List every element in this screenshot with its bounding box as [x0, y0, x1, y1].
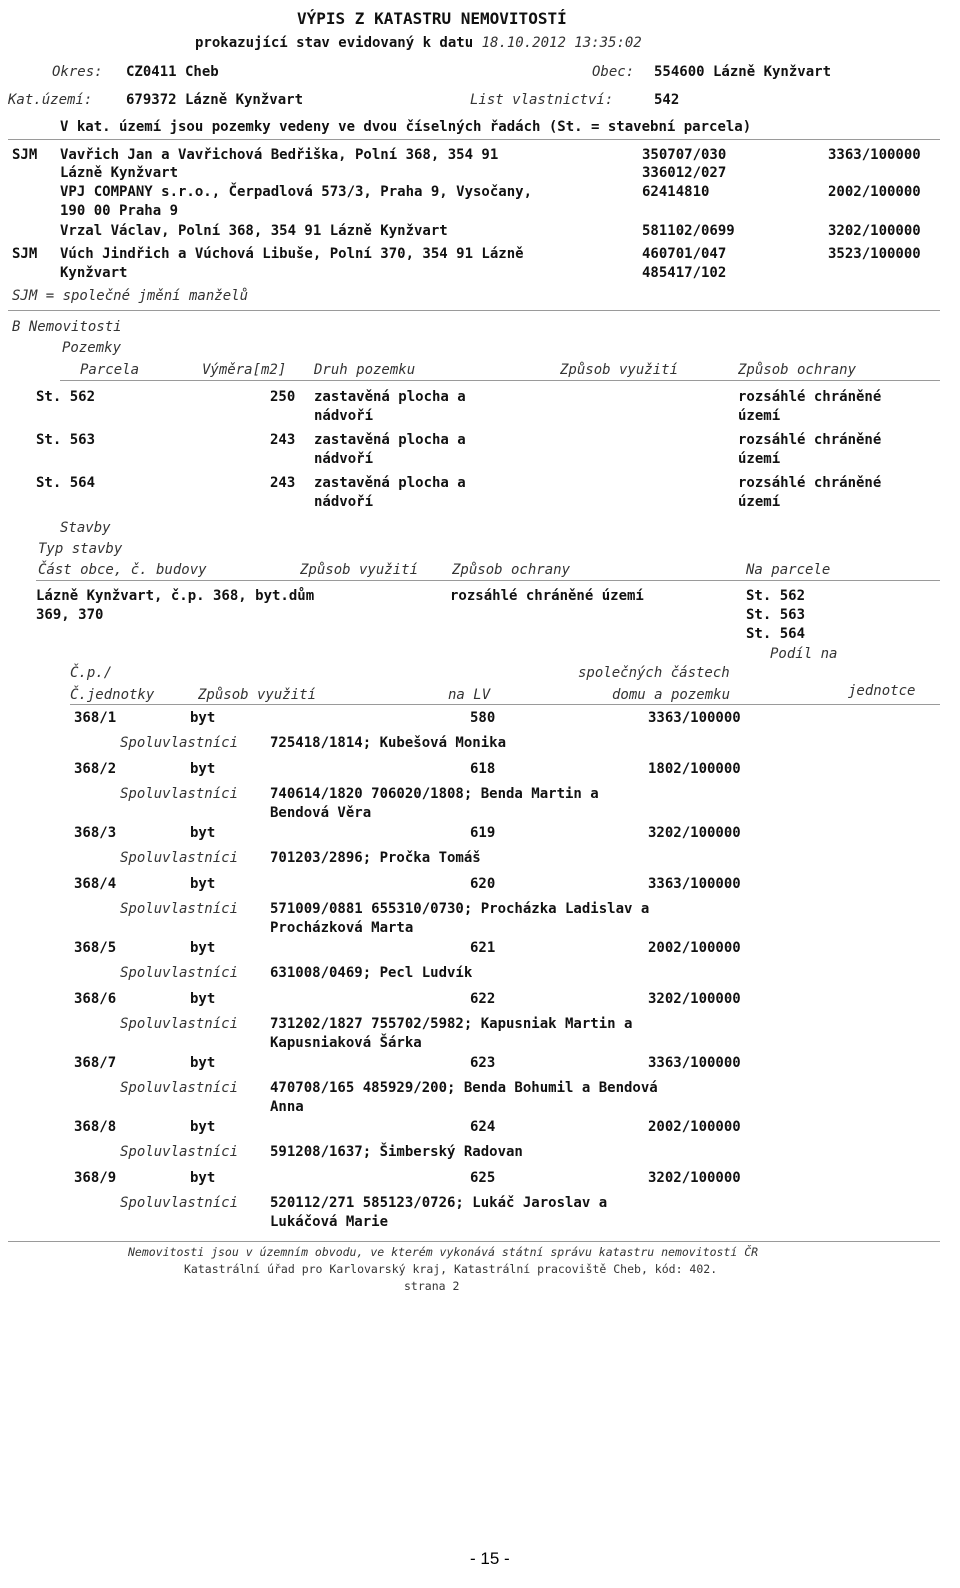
unit-type: byt [190, 761, 216, 777]
owner-share: 2002/100000 [828, 184, 921, 200]
parcel-type: nádvoří [314, 494, 374, 510]
unit-type: byt [190, 876, 216, 892]
unit-lv: 622 [470, 991, 496, 1007]
col-spolecnych: společných částech [578, 665, 730, 681]
okres-label: Okres: [52, 64, 103, 80]
section-divider [8, 310, 940, 311]
col-na-parcele: Na parcele [746, 562, 831, 578]
unit-share: 2002/100000 [648, 940, 741, 956]
parcel-protection: rozsáhlé chráněné [738, 475, 882, 491]
spoluvlastnici-label: Spoluvlastníci [120, 850, 239, 866]
unit-share: 3363/100000 [648, 876, 741, 892]
unit-owner: 740614/1820 706020/1808; Benda Martin a [270, 786, 599, 802]
building-name: Lázně Kynžvart, č.p. 368, byt.dům [36, 588, 315, 604]
spoluvlastnici-label: Spoluvlastníci [120, 735, 239, 751]
owner-id: 350707/030 [642, 147, 727, 163]
unit-owner: 731202/1827 755702/5982; Kapusniak Martin a [270, 1016, 633, 1032]
col-cast-obce: Část obce, č. budovy [38, 562, 207, 578]
owner-prefix: SJM [12, 147, 38, 163]
unit-owner: 725418/1814; Kubešová Monika [270, 735, 507, 751]
col-na-lv: na LV [448, 687, 491, 703]
subtitle-date: 18.10.2012 13:35:02 [481, 35, 642, 51]
unit-number: 368/8 [74, 1119, 117, 1135]
unit-owner: 520112/271 585123/0726; Lukáč Jaroslav a [270, 1195, 608, 1211]
unit-lv: 621 [470, 940, 496, 956]
footer-office: Katastrální úřad pro Karlovarský kraj, Katastrální pracoviště Cheb, kód: 402. [184, 1262, 718, 1276]
typ-stavby: Typ stavby [38, 541, 123, 557]
parcel-protection: území [738, 494, 781, 510]
unit-number: 368/7 [74, 1055, 117, 1071]
unit-share: 1802/100000 [648, 761, 741, 777]
parcel-area: 250 [270, 389, 296, 405]
unit-number: 368/1 [74, 710, 117, 726]
unit-share: 3202/100000 [648, 1170, 741, 1186]
col-unit-vyuziti: Způsob využití [198, 687, 317, 703]
page-number: - 15 - [470, 1549, 510, 1568]
building-parcel: St. 563 [746, 607, 806, 623]
owner-line: 190 00 Praha 9 [60, 203, 179, 219]
parcel-type: zastavěná plocha a [314, 432, 466, 448]
okres-value: CZ0411 Cheb [126, 64, 219, 80]
unit-type: byt [190, 710, 216, 726]
spoluvlastnici-label: Spoluvlastníci [120, 786, 239, 802]
parcel-protection: území [738, 451, 781, 467]
kat-uzemi-note: V kat. území jsou pozemky vedeny ve dvou číselných řadách (St. = stavební parcela) [60, 119, 752, 135]
subtitle [195, 34, 642, 52]
unit-owner: Procházková Marta [270, 920, 414, 936]
owner-line: Lázně Kynžvart [60, 165, 179, 181]
owner-id: 460701/047 [642, 246, 727, 262]
stavby-title: Stavby [60, 520, 111, 536]
owner-prefix: SJM [12, 246, 38, 262]
unit-lv: 580 [470, 710, 496, 726]
unit-owner: Bendová Věra [270, 805, 372, 821]
unit-owner: 701203/2896; Pročka Tomáš [270, 850, 481, 866]
col-domu: domu a pozemku [612, 687, 731, 703]
unit-owner: 571009/0881 655310/0730; Procházka Ladislav a [270, 901, 650, 917]
unit-lv: 625 [470, 1170, 496, 1186]
owner-line: Kynžvart [60, 265, 128, 281]
col-parcela: Parcela [80, 362, 140, 378]
pozemky-title: Pozemky [62, 340, 122, 356]
unit-owner: 591208/1637; Šimberský Radovan [270, 1144, 523, 1160]
unit-owner: Anna [270, 1099, 304, 1115]
spoluvlastnici-label: Spoluvlastníci [120, 1016, 239, 1032]
owner-share: 3202/100000 [828, 223, 921, 239]
col-ochrana: Způsob ochrany [738, 362, 857, 378]
unit-type: byt [190, 940, 216, 956]
unit-number: 368/2 [74, 761, 117, 777]
building-parcel: St. 564 [746, 626, 806, 642]
katuzemi-value: 679372 Lázně Kynžvart [126, 92, 304, 108]
unit-share: 3363/100000 [648, 1055, 741, 1071]
pozemky-header-line [60, 380, 940, 381]
parcel-area: 243 [270, 475, 296, 491]
parcel-number: St. 564 [36, 475, 96, 491]
katuzemi-label: Kat.území: [8, 92, 93, 108]
unit-type: byt [190, 1119, 216, 1135]
unit-lv: 624 [470, 1119, 496, 1135]
building-name: 369, 370 [36, 607, 104, 623]
obec-value: 554600 Lázně Kynžvart [654, 64, 832, 80]
unit-lv: 619 [470, 825, 496, 841]
parcel-number: St. 563 [36, 432, 96, 448]
section-b-title: B Nemovitosti [12, 319, 122, 335]
unit-number: 368/6 [74, 991, 117, 1007]
owner-share: 3523/100000 [828, 246, 921, 262]
unit-type: byt [190, 825, 216, 841]
unit-owner: Lukáčová Marie [270, 1214, 389, 1230]
spoluvlastnici-label: Spoluvlastníci [120, 901, 239, 917]
col-podil-na: Podíl na [770, 646, 838, 662]
spoluvlastnici-label: Spoluvlastníci [120, 1195, 239, 1211]
lv-value: 542 [654, 92, 680, 108]
sjm-note: SJM = společné jmění manželů [12, 288, 249, 304]
header-divider [8, 139, 940, 140]
parcel-type: nádvoří [314, 451, 374, 467]
building-parcel: St. 562 [746, 588, 806, 604]
unit-number: 368/4 [74, 876, 117, 892]
spoluvlastnici-label: Spoluvlastníci [120, 1144, 239, 1160]
obec-label: Obec: [592, 64, 635, 80]
unit-lv: 620 [470, 876, 496, 892]
units-header-line [70, 704, 940, 705]
col-stavby-ochrana: Způsob ochrany [452, 562, 571, 578]
owner-id: 336012/027 [642, 165, 727, 181]
unit-type: byt [190, 1055, 216, 1071]
unit-owner: 631008/0469; Pecl Ludvík [270, 965, 473, 981]
unit-number: 368/9 [74, 1170, 117, 1186]
parcel-number: St. 562 [36, 389, 96, 405]
col-cp: Č.p./ [70, 665, 113, 681]
parcel-protection: území [738, 408, 781, 424]
building-protection: rozsáhlé chráněné území [450, 588, 644, 604]
parcel-protection: rozsáhlé chráněné [738, 432, 882, 448]
parcel-area: 243 [270, 432, 296, 448]
col-vyuziti: Způsob využití [560, 362, 679, 378]
spoluvlastnici-label: Spoluvlastníci [120, 965, 239, 981]
unit-share: 3202/100000 [648, 991, 741, 1007]
owner-share: 3363/100000 [828, 147, 921, 163]
parcel-type: zastavěná plocha a [314, 389, 466, 405]
parcel-protection: rozsáhlé chráněné [738, 389, 882, 405]
document-title: VÝPIS Z KATASTRU NEMOVITOSTÍ [297, 9, 567, 28]
unit-type: byt [190, 1170, 216, 1186]
subtitle-prefix: prokazující stav evidovaný k datu [195, 35, 474, 51]
lv-label: List vlastnictví: [470, 92, 614, 108]
unit-type: byt [190, 991, 216, 1007]
unit-lv: 623 [470, 1055, 496, 1071]
footer-strana: strana 2 [404, 1279, 460, 1293]
col-cislo-jednotky: Č.jednotky [70, 687, 155, 703]
unit-share: 2002/100000 [648, 1119, 741, 1135]
col-stavby-vyuziti: Způsob využití [300, 562, 419, 578]
unit-number: 368/3 [74, 825, 117, 841]
owner-line: Vrzal Václav, Polní 368, 354 91 Lázně Kynžvart [60, 223, 448, 239]
unit-owner: Kapusniaková Šárka [270, 1035, 422, 1051]
owner-id: 581102/0699 [642, 223, 735, 239]
unit-lv: 618 [470, 761, 496, 777]
owner-line: VPJ COMPANY s.r.o., Čerpadlová 573/3, Praha 9, Vysočany, [60, 184, 533, 200]
parcel-type: zastavěná plocha a [314, 475, 466, 491]
parcel-type: nádvoří [314, 408, 374, 424]
owner-id: 62414810 [642, 184, 710, 200]
owner-line: Vavřich Jan a Vavřichová Bedřiška, Polní 368, 354 91 [60, 147, 499, 163]
col-vymera: Výměra[m2] [202, 362, 287, 378]
footer-note: Nemovitosti jsou v územním obvodu, ve kterém vykonává státní správu katastru nemovitostí ČR [128, 1245, 759, 1259]
unit-share: 3202/100000 [648, 825, 741, 841]
stavby-header-line [36, 580, 940, 581]
owner-id: 485417/102 [642, 265, 727, 281]
footer-divider [8, 1241, 940, 1242]
col-druh: Druh pozemku [314, 362, 416, 378]
unit-share: 3363/100000 [648, 710, 741, 726]
col-jednotce: jednotce [848, 683, 916, 699]
unit-number: 368/5 [74, 940, 117, 956]
spoluvlastnici-label: Spoluvlastníci [120, 1080, 239, 1096]
unit-owner: 470708/165 485929/200; Benda Bohumil a Bendová [270, 1080, 658, 1096]
owner-line: Vúch Jindřich a Vúchová Libuše, Polní 370, 354 91 Lázně [60, 246, 524, 262]
